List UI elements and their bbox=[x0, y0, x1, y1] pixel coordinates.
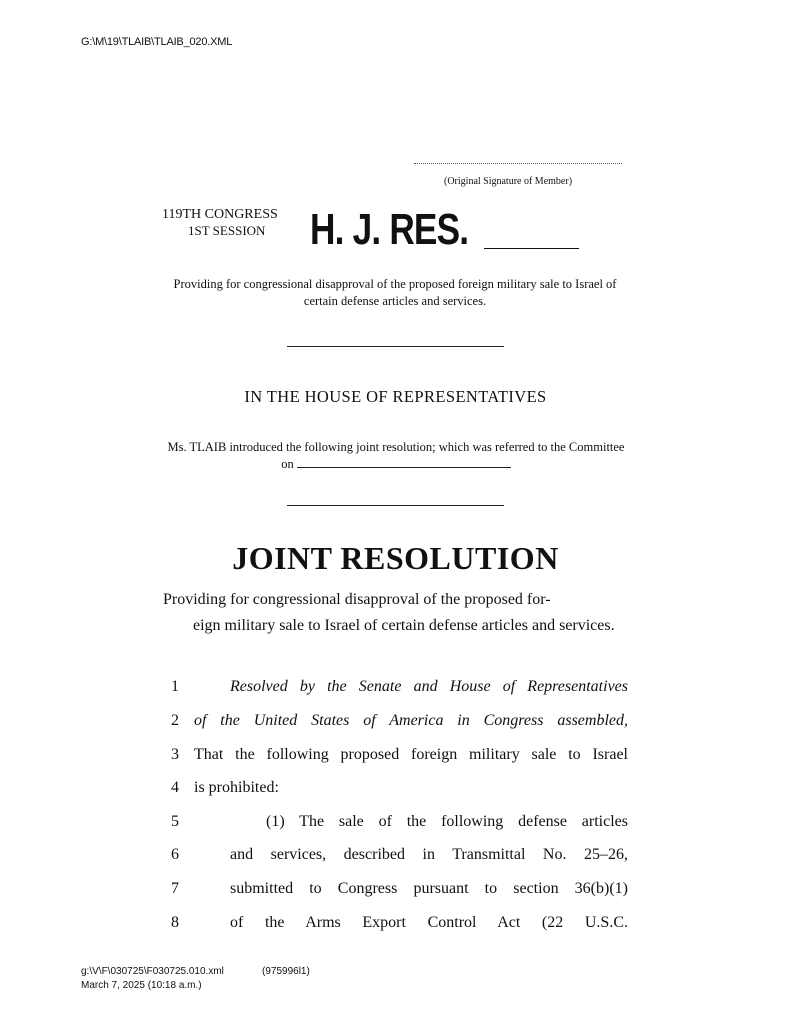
bill-text-line: of the Arms Export Control Act (22 U.S.C. bbox=[230, 914, 628, 931]
bill-text-line bbox=[194, 712, 628, 730]
bill-text-line bbox=[230, 678, 628, 696]
bill-text-line: That the following proposed foreign military sale to Israel bbox=[194, 746, 628, 763]
long-title-first-line: Providing for congressional disapproval of the proposed for- bbox=[163, 591, 551, 608]
line-number: 2 bbox=[171, 712, 179, 729]
footer-date: March 7, 2025 (10:18 a.m.) bbox=[81, 980, 202, 991]
line-number: 5 bbox=[171, 813, 179, 830]
bill-designation: H. J. RES. bbox=[310, 205, 469, 254]
bill-text-line: and services, described in Transmittal No. 25–26, bbox=[230, 846, 628, 863]
line-number: 7 bbox=[171, 880, 179, 897]
signature-line bbox=[414, 163, 622, 164]
long-title bbox=[163, 587, 629, 638]
divider-rule bbox=[287, 346, 504, 347]
bill-text-line: is prohibited: bbox=[194, 779, 279, 796]
signature-label: (Original Signature of Member) bbox=[444, 176, 573, 187]
line-number: 8 bbox=[171, 914, 179, 931]
bill-number-blank bbox=[484, 248, 579, 249]
line-number: 4 bbox=[171, 779, 179, 796]
enacting-clause-part: of the United States of America in Congress assembled, bbox=[194, 712, 628, 729]
footer-file-path: g:\V\F\030725\F030725.010.xml bbox=[81, 966, 224, 977]
long-title-continuation: eign military sale to Israel of certain defense articles and services. bbox=[193, 616, 615, 634]
congress-session: 1ST SESSION bbox=[188, 223, 266, 238]
bill-text-line: submitted to Congress pursuant to section 36(b)(1) bbox=[230, 880, 628, 897]
line-number: 6 bbox=[171, 846, 179, 863]
committee-blank bbox=[297, 457, 511, 468]
chamber-heading: IN THE HOUSE OF REPRESENTATIVES bbox=[244, 387, 547, 406]
line-number: 3 bbox=[171, 746, 179, 763]
header-file-path: G:\M\19\TLAIB\TLAIB_020.XML bbox=[81, 36, 233, 48]
introduction-text: introduced the following joint resolution; which was referred to the Committee on bbox=[229, 440, 625, 471]
congress-number: 119TH CONGRESS bbox=[162, 207, 278, 222]
short-title: Providing for congressional disapproval of the proposed foreign military sale to Israel of certain defense articles and services. bbox=[173, 277, 617, 308]
sponsor-name: Ms. TLAIB bbox=[167, 440, 227, 454]
footer-doc-id: (975996l1) bbox=[262, 966, 310, 977]
enacting-clause-part: Resolved by the Senate and House of Representatives bbox=[230, 678, 628, 695]
introduction-statement bbox=[160, 439, 632, 473]
document-type-heading: JOINT RESOLUTION bbox=[232, 540, 559, 576]
line-number: 1 bbox=[171, 678, 179, 695]
divider-rule bbox=[287, 505, 504, 506]
bill-text-line: (1) The sale of the following defense articles bbox=[266, 813, 628, 830]
